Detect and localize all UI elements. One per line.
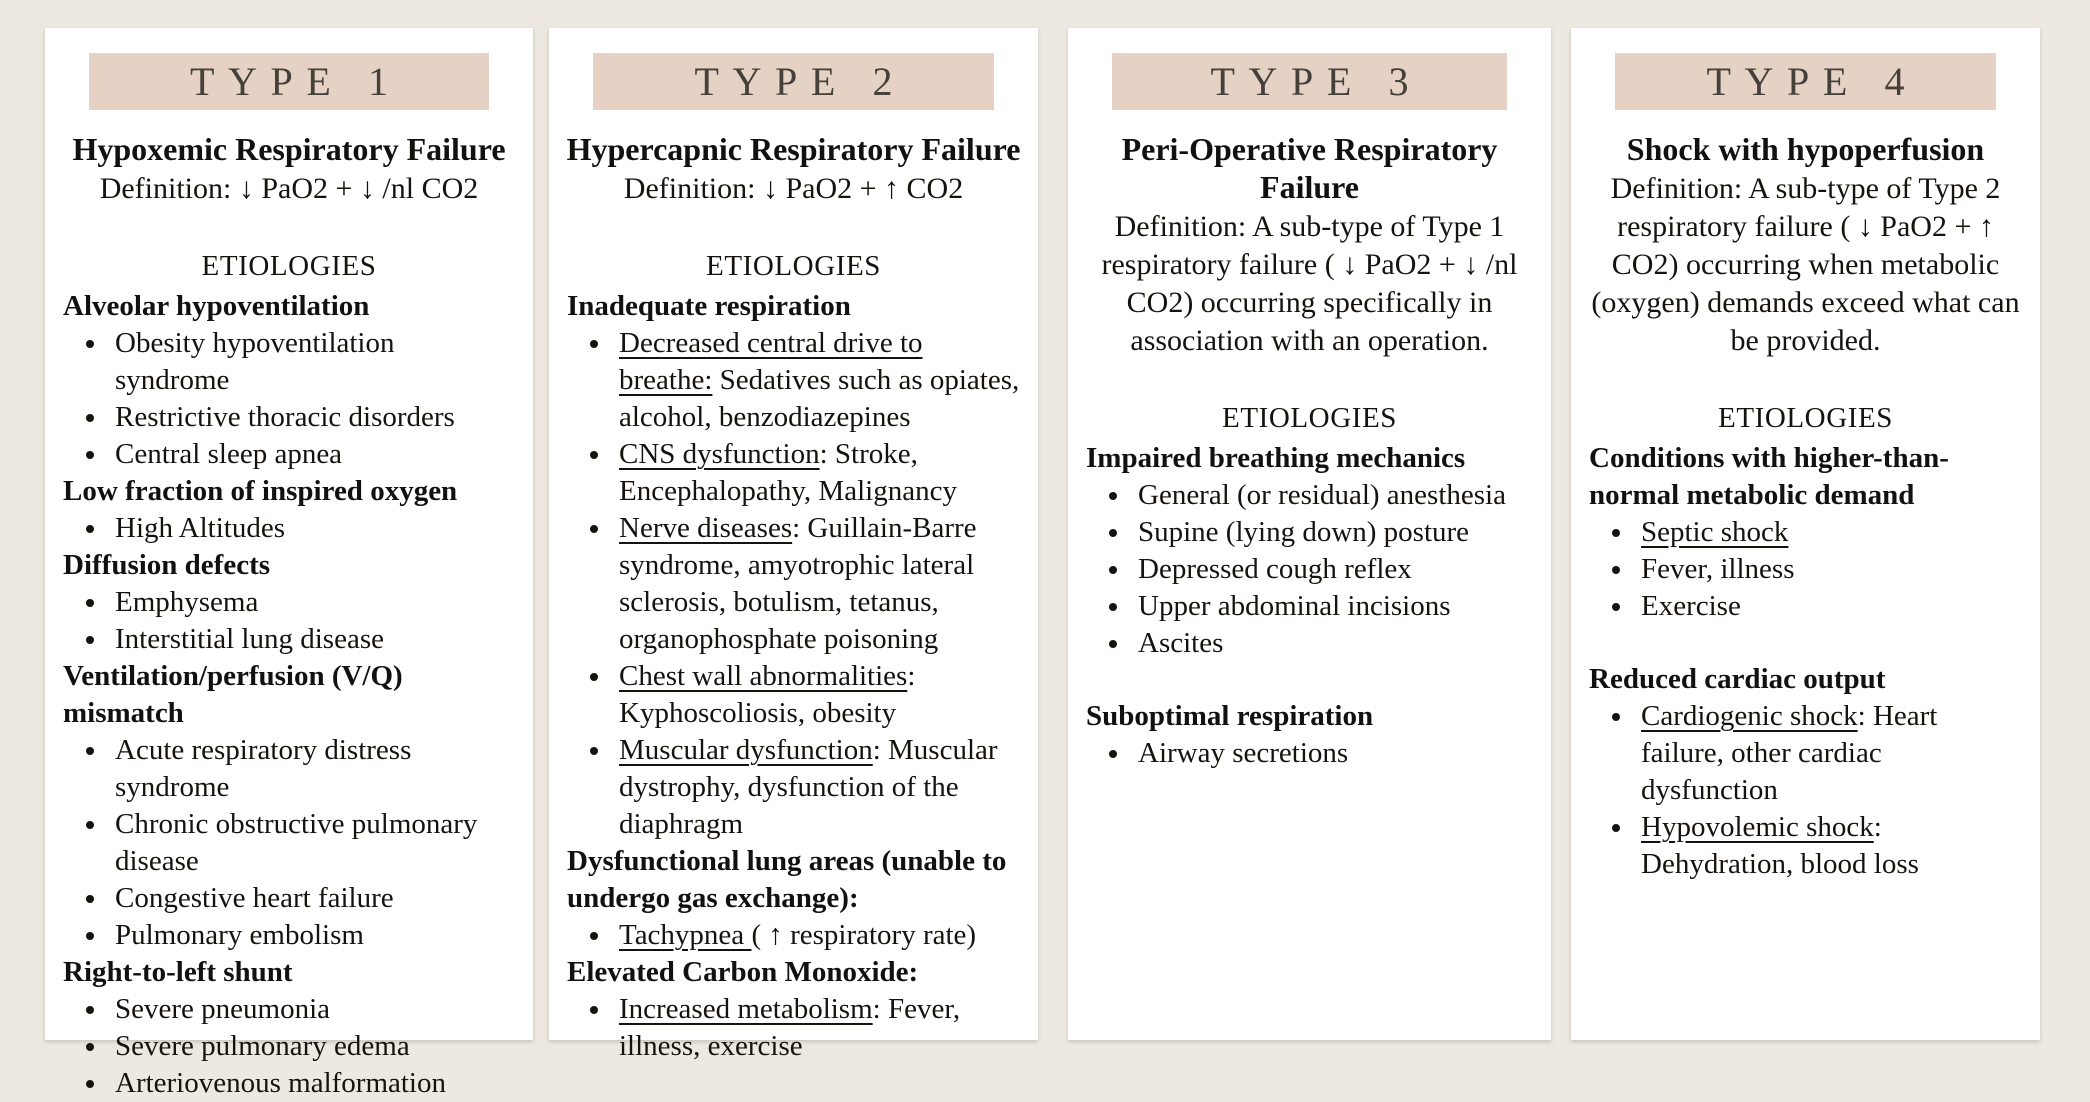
bullet-item [1635, 698, 2022, 809]
bullet-item [1132, 735, 1533, 772]
bullet-item [109, 399, 515, 436]
underlined-term: Cardiogenic shock [1641, 700, 1858, 732]
bullet-list [1086, 735, 1533, 772]
bullet-text: Obesity hypoventilation syndrome [115, 327, 395, 396]
underlined-term: Muscular dysfunction [619, 734, 873, 766]
bullet-list [63, 991, 515, 1102]
bullet-item [1635, 551, 2022, 588]
card-title: Peri-Operative Respiratory Failure [1121, 131, 1498, 205]
bullet-item [109, 325, 515, 399]
section-heading: Impaired breathing mechanics [1086, 442, 1466, 474]
bullet-item [1635, 588, 2022, 625]
bullet-item [613, 658, 1020, 732]
bullet-item [109, 584, 515, 621]
underlined-term: Decreased central drive to breathe: [619, 327, 923, 396]
bullet-item [1132, 477, 1533, 514]
section-heading: Right-to-left shunt [63, 956, 293, 988]
bullet-item [1635, 514, 2022, 551]
bullet-item [1132, 625, 1533, 662]
bullet-list [1589, 698, 2022, 883]
bullet-item [109, 621, 515, 658]
bullet-text: Fever, illness [1641, 553, 1795, 585]
etiologies-sections [63, 288, 515, 1102]
bullet-item [1132, 588, 1533, 625]
bullet-item [1635, 809, 2022, 883]
bullet-text: Central sleep apnea [115, 438, 343, 470]
bullet-item [613, 991, 1020, 1065]
bullet-text: Severe pulmonary edema [115, 1030, 410, 1062]
etiologies-sections [1589, 440, 2022, 883]
type-2-card [549, 28, 1038, 1062]
bullet-text: : Dehydration, blood loss [1641, 811, 1919, 880]
section-heading: Reduced cardiac output [1589, 663, 1886, 695]
bullet-text: Depressed cough reflex [1138, 553, 1412, 585]
underlined-term: Tachypnea [619, 919, 752, 951]
bullet-list [567, 325, 1020, 843]
section-heading: Alveolar hypoventilation [63, 290, 370, 322]
bullet-text: : Stroke, Encephalopathy, Malignancy [619, 438, 957, 507]
type-4-card [1571, 28, 2040, 1040]
card-title: Hypercapnic Respiratory Failure [566, 131, 1021, 167]
etiologies-sections [1086, 440, 1533, 772]
bullet-list [567, 991, 1020, 1065]
bullet-list [63, 510, 515, 547]
bullet-item [1132, 514, 1533, 551]
bullet-item [109, 732, 515, 806]
card-definition: Definition: A sub-type of Type 2 respiratory failure ( ↓ PaO2 + ↑ CO2) occurring when metabolic (oxygen) demands exceed what can be provided. [1591, 172, 2020, 357]
bullet-text: Upper abdominal incisions [1138, 590, 1451, 622]
card-definition: Definition: A sub-type of Type 1 respiratory failure ( ↓ PaO2 + ↓ /nl CO2) occurring specifically in association with an operation. [1101, 210, 1518, 357]
bullet-item [109, 1028, 515, 1065]
bullet-list [63, 325, 515, 473]
etiologies-sections [567, 288, 1020, 1065]
bullet-item [109, 806, 515, 880]
card-header: TYPE 3 [1112, 53, 1507, 110]
bullet-text: High Altitudes [115, 512, 285, 544]
bullet-item [109, 917, 515, 954]
bullet-text: Severe pneumonia [115, 993, 331, 1025]
section-heading: Dysfunctional lung areas (unable to undergo gas exchange): [567, 845, 1007, 914]
underlined-term: Hypovolemic shock [1641, 811, 1874, 843]
section-heading: Ventilation/perfusion (V/Q) mismatch [63, 660, 403, 729]
bullet-text: : Muscular dystrophy, dysfunction of the diaphragm [619, 734, 998, 840]
bullet-list [1589, 514, 2022, 625]
bullet-text: General (or residual) anesthesia [1138, 479, 1506, 511]
underlined-term: Septic shock [1641, 516, 1789, 548]
bullet-text: Emphysema [115, 586, 259, 618]
bullet-text: Acute respiratory distress syndrome [115, 734, 412, 803]
etiologies-label: ETIOLOGIES [1222, 402, 1397, 434]
bullet-text: Exercise [1641, 590, 1741, 622]
bullet-item [613, 917, 1020, 954]
bullet-list [63, 732, 515, 954]
bullet-text: Supine (lying down) posture [1138, 516, 1470, 548]
bullet-item [109, 510, 515, 547]
card-header: TYPE 4 [1615, 53, 1996, 110]
bullet-text: Interstitial lung disease [115, 623, 384, 655]
card-definition: Definition: ↓ PaO2 + ↓ /nl CO2 [99, 172, 479, 205]
card-header: TYPE 1 [89, 53, 489, 110]
section-heading: Low fraction of inspired oxygen [63, 475, 458, 507]
bullet-list [1086, 477, 1533, 662]
bullet-item [613, 510, 1020, 658]
bullet-item [109, 991, 515, 1028]
bullet-text: Ascites [1138, 627, 1224, 659]
underlined-term: CNS dysfunction [619, 438, 820, 470]
bullet-item [109, 880, 515, 917]
card-title: Shock with hypoperfusion [1626, 131, 1985, 167]
bullet-list [567, 917, 1020, 954]
bullet-text: Chronic obstructive pulmonary disease [115, 808, 478, 877]
underlined-term: Nerve diseases [619, 512, 793, 544]
bullet-text: : Guillain-Barre syndrome, amyotrophic lateral sclerosis, botulism, tetanus, organophosphate poisoning [619, 512, 977, 655]
card-title: Hypoxemic Respiratory Failure [72, 131, 506, 167]
section-heading: Suboptimal respiration [1086, 700, 1374, 732]
bullet-text: Arteriovenous malformation [115, 1067, 446, 1099]
bullet-item [613, 325, 1020, 436]
underlined-term: Chest wall abnormalities [619, 660, 908, 692]
bullet-list [63, 584, 515, 658]
bullet-text: Airway secretions [1138, 737, 1349, 769]
bullet-item [613, 732, 1020, 843]
card-header: TYPE 2 [593, 53, 994, 110]
bullet-item [1132, 551, 1533, 588]
etiologies-label: ETIOLOGIES [706, 250, 881, 282]
bullet-item [109, 436, 515, 473]
bullet-text: Sedatives such as opiates, alcohol, benzodiazepines [619, 364, 1020, 433]
type-3-card [1068, 28, 1551, 1040]
bullet-text: Pulmonary embolism [115, 919, 364, 951]
section-heading: Conditions with higher-than-normal metabolic demand [1589, 442, 1949, 511]
bullet-text: : Heart failure, other cardiac dysfunction [1641, 700, 1938, 806]
section-heading: Inadequate respiration [567, 290, 851, 322]
type-1-card [45, 28, 533, 1099]
card-definition: Definition: ↓ PaO2 + ↑ CO2 [623, 172, 964, 205]
section-heading: Elevated Carbon Monoxide: [567, 956, 919, 988]
bullet-item [613, 436, 1020, 510]
underlined-term: Increased metabolism [619, 993, 873, 1025]
etiologies-label: ETIOLOGIES [201, 250, 377, 282]
bullet-text: Congestive heart failure [115, 882, 394, 914]
bullet-text: Restrictive thoracic disorders [115, 401, 455, 433]
etiologies-label: ETIOLOGIES [1718, 402, 1893, 434]
bullet-item [109, 1065, 515, 1102]
section-heading: Diffusion defects [63, 549, 271, 581]
bullet-text: : Fever, illness, exercise [619, 993, 961, 1062]
bullet-text: ( ↑ respiratory rate) [751, 919, 977, 951]
bullet-text: : Kyphoscoliosis, obesity [619, 660, 916, 729]
